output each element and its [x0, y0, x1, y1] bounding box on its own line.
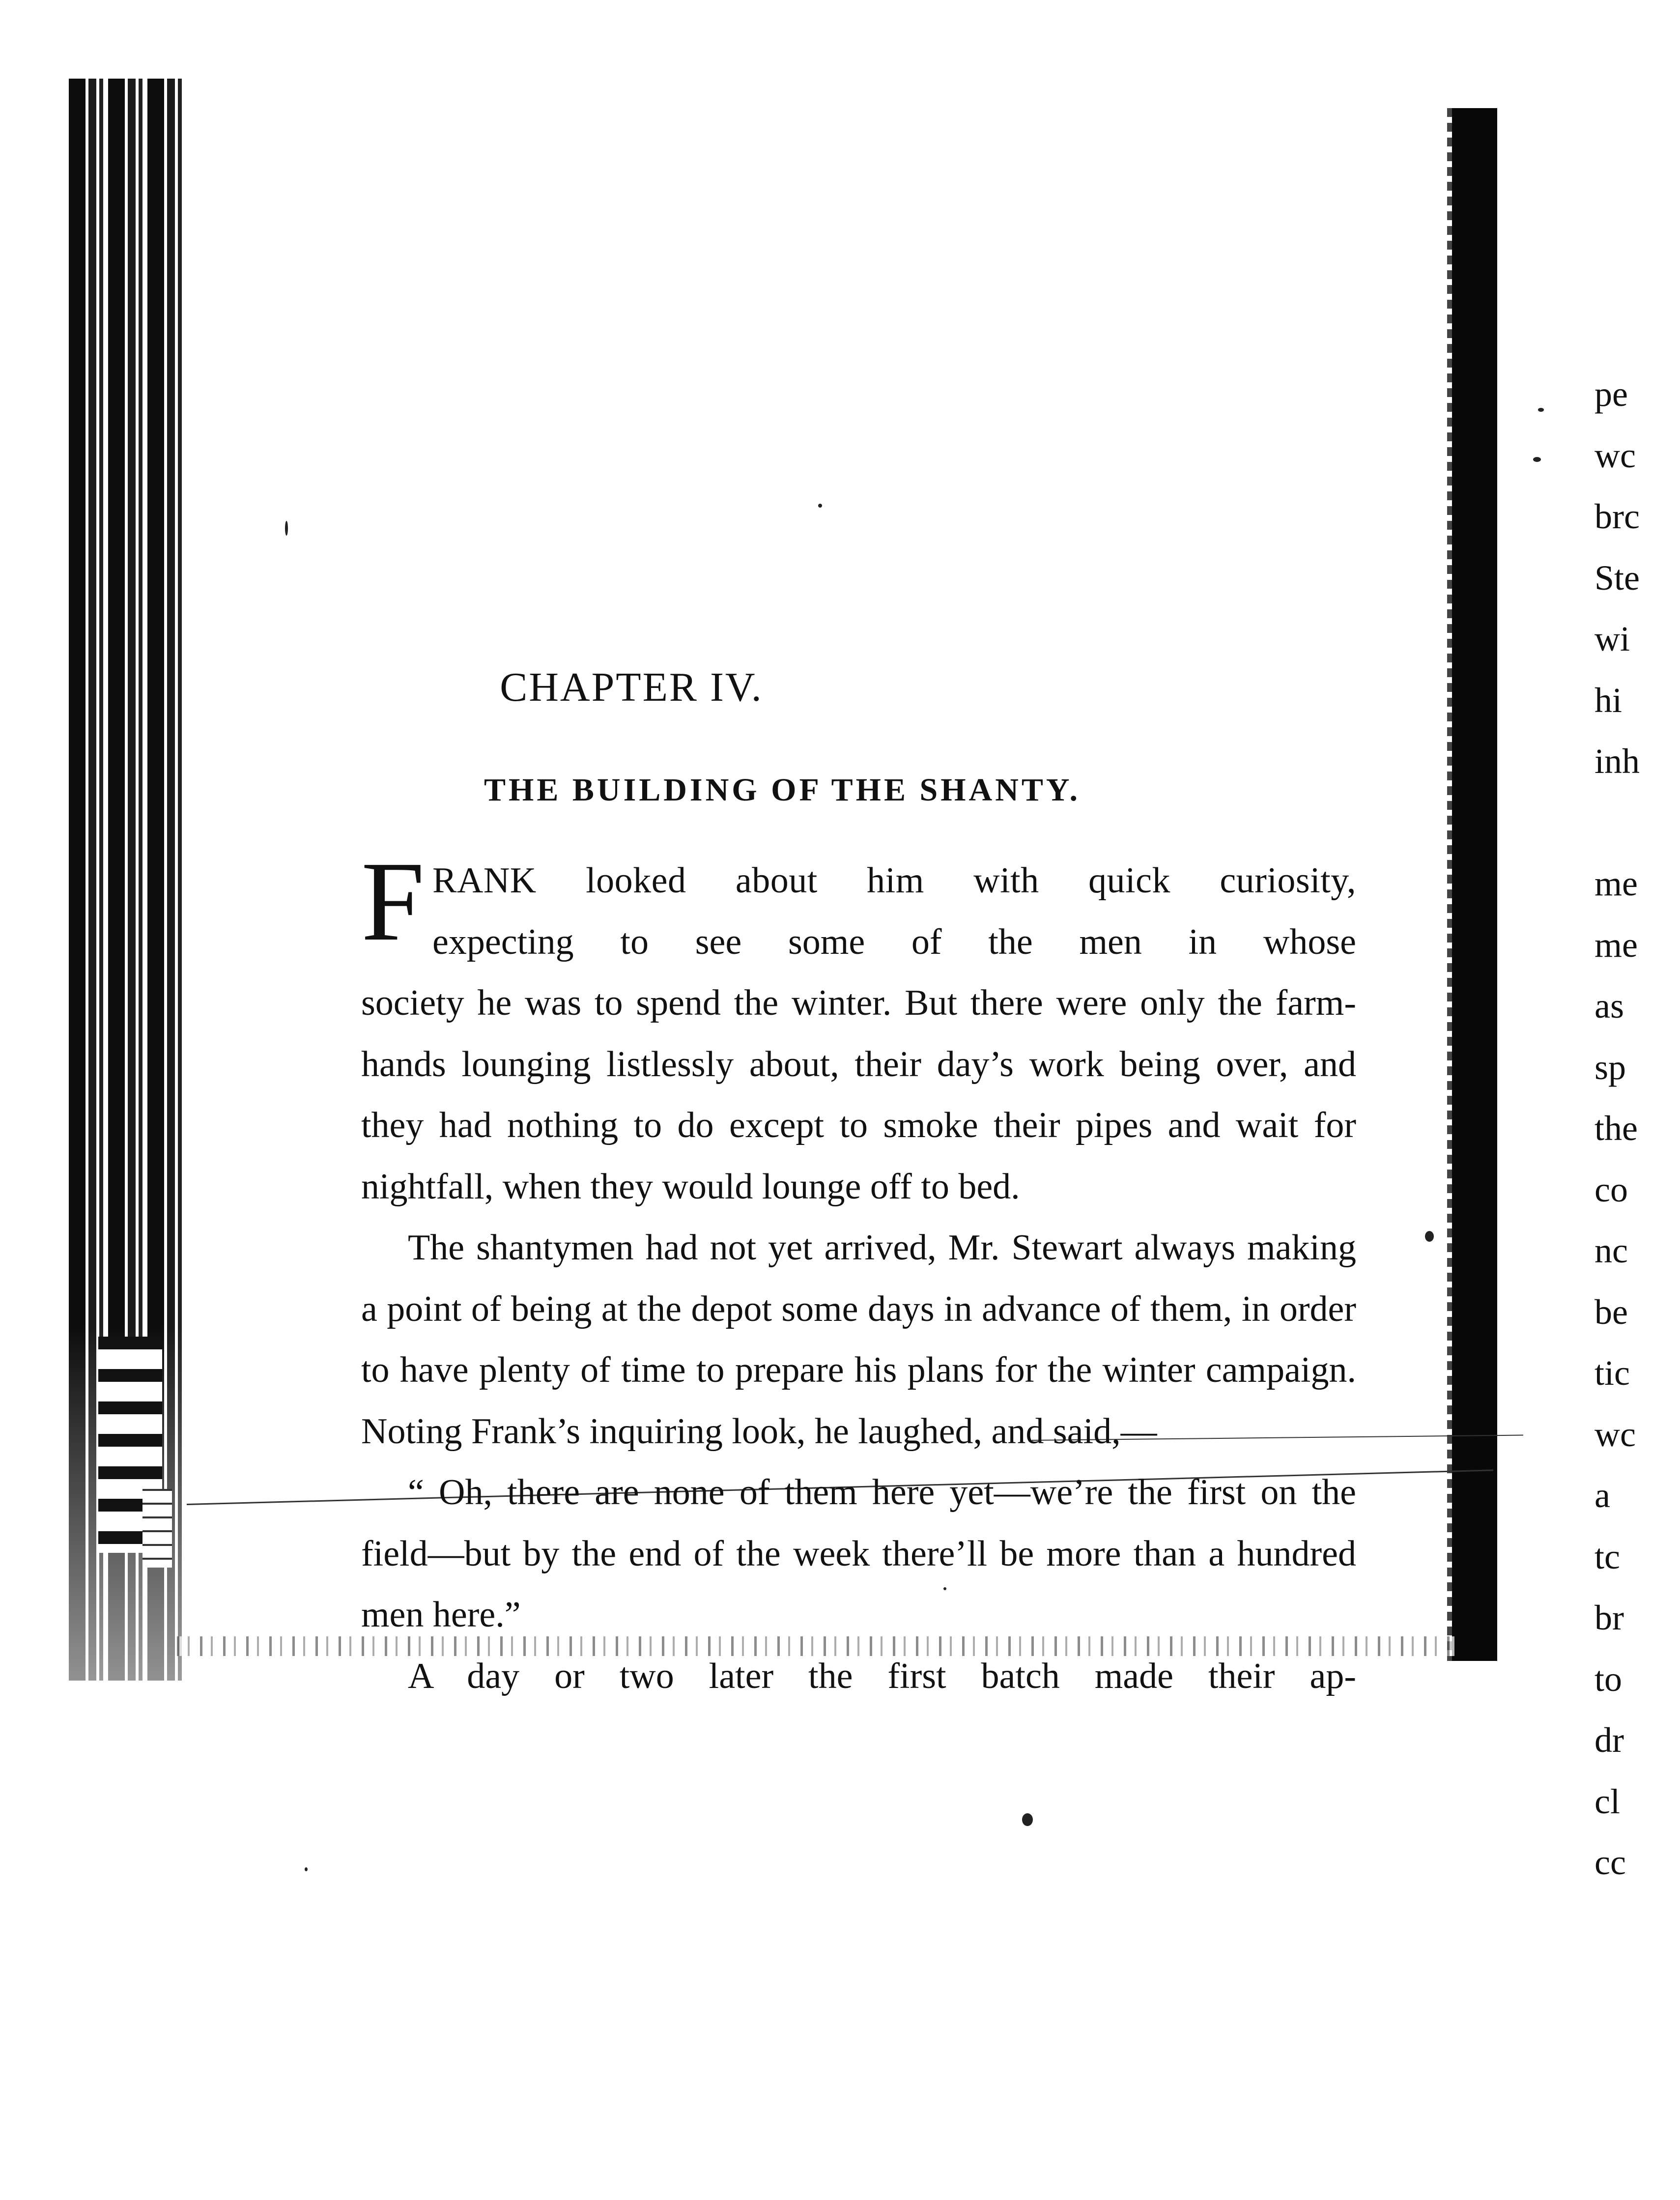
facing-fragment: me: [1595, 864, 1638, 903]
speck: [305, 1867, 308, 1871]
facing-fragment: wi: [1595, 619, 1630, 658]
facing-fragment: nc: [1595, 1231, 1628, 1270]
facing-fragment: br: [1595, 1598, 1624, 1637]
chapter-title: CHAPTER IV.: [500, 664, 763, 710]
facing-fragment: pe: [1595, 374, 1628, 414]
facing-fragment: as: [1595, 986, 1624, 1026]
speck: [1533, 457, 1541, 462]
facing-fragment: to: [1595, 1659, 1623, 1699]
chapter-body: [361, 838, 1356, 1707]
facing-fragment: sp: [1595, 1047, 1626, 1087]
paragraph-3: “ Oh, there are none of them here yet—we’re the first on the field—but by the end of the week there’ll be more than a hundred men here.”: [361, 1472, 1356, 1635]
speck: [1022, 1813, 1033, 1826]
chapter-subtitle: THE BUILDING OF THE SHANTY.: [484, 772, 1081, 808]
left-edge-light-ticks: [142, 1489, 172, 1568]
speck: [1538, 408, 1544, 412]
facing-fragment: Ste: [1595, 558, 1640, 598]
facing-fragment: brc: [1595, 497, 1640, 536]
facing-fragment: tc: [1595, 1537, 1620, 1576]
paragraph-1-continued: society he was to spend the winter. But there were only the farm-hands lounging listlessly about, their day’s work being over, and they had nothing to do except to smoke their pipes and wait for nightfall, when they would lounge off to bed.: [361, 983, 1356, 1207]
paragraph-2: The shantymen had not yet arrived, Mr. Stewart always making a point of being at the depot some days in advance of them, in order to have plenty of time to prepare his plans for the winter campaign. Noting Frank’s inquiring look, he laughed, and said,—: [361, 1228, 1356, 1452]
facing-fragment: cc: [1595, 1843, 1626, 1882]
facing-gap: [1595, 792, 1678, 854]
facing-fragment: tic: [1595, 1353, 1630, 1393]
paragraph-1-opening: RANK looked about him with quick curiosity,: [432, 860, 1356, 901]
facing-page-fragments: [1595, 364, 1678, 1893]
facing-fragment: dr: [1595, 1720, 1624, 1760]
facing-fragment: be: [1595, 1292, 1628, 1332]
facing-fragment: a: [1595, 1476, 1610, 1515]
speck: [818, 504, 822, 508]
right-binding-edge-texture: [1447, 108, 1452, 1661]
facing-fragment: the: [1595, 1109, 1638, 1148]
facing-fragment: co: [1595, 1170, 1628, 1209]
facing-fragment: wc: [1595, 435, 1636, 475]
facing-fragment: cl: [1595, 1781, 1620, 1821]
speck: [285, 521, 288, 536]
facing-fragment: me: [1595, 925, 1638, 965]
speck: [1425, 1231, 1434, 1242]
facing-fragment: wc: [1595, 1414, 1636, 1454]
paragraph-1-line-2: expecting to see some of the men in whose: [432, 921, 1356, 962]
drop-cap: F: [361, 838, 425, 965]
paragraph-4: A day or two later the first batch made their ap-: [408, 1656, 1356, 1696]
facing-fragment: hi: [1595, 680, 1623, 720]
paragraph-1: [361, 838, 1356, 972]
right-binding-scan-edge: [1452, 108, 1497, 1661]
facing-fragment: inh: [1595, 742, 1640, 781]
